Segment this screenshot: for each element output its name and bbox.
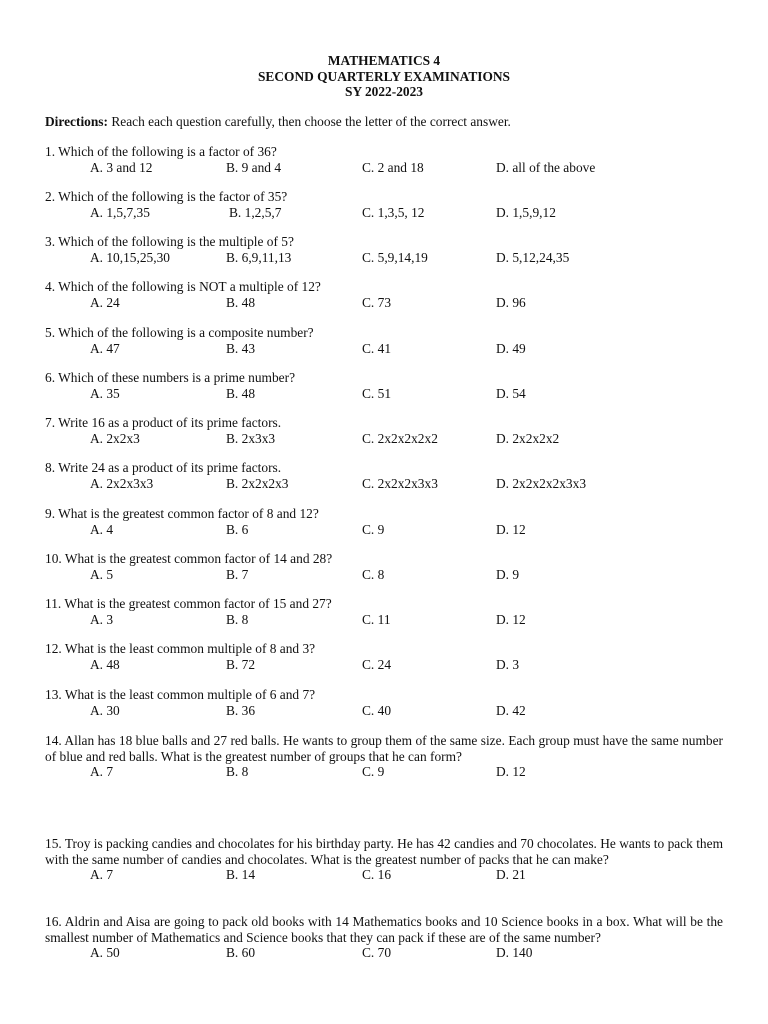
option-a: A. 7 [90, 867, 114, 883]
option-b: B. 6 [226, 521, 249, 537]
question-2 [45, 189, 723, 221]
option-a: A. 30 [90, 702, 120, 718]
option-b: B. 8 [226, 611, 249, 627]
option-b: B. 72 [226, 656, 256, 672]
question-stem: 13. What is the least common multiple of 6 and 7? [45, 687, 316, 702]
option-b: B. 9 and 4 [226, 159, 282, 175]
answer-options [45, 205, 723, 221]
option-c: C. 9 [362, 521, 385, 537]
option-d: D. 2x2x2x2x3x3 [496, 475, 587, 491]
option-b: B. 2x3x3 [226, 430, 276, 446]
option-d: D. 54 [496, 385, 526, 401]
question-stem: 15. Troy is packing candies and chocolates for his birthday party. He has 42 candies and 70 chocolates. He wants to pack them with the same number of candies and chocolates. What is the greatest number of packs that he can make? [45, 836, 723, 867]
option-c: C. 8 [362, 566, 385, 582]
option-d: D. 5,12,24,35 [496, 249, 570, 265]
option-a: A. 10,15,25,30 [90, 249, 170, 265]
option-a: A. 50 [90, 945, 120, 961]
exam-header [0, 53, 768, 100]
option-c: C. 5,9,14,19 [362, 249, 428, 265]
answer-options [45, 386, 723, 402]
question-1 [45, 144, 723, 176]
question-13 [45, 687, 723, 719]
option-b: B. 8 [226, 764, 249, 780]
answer-options [45, 703, 723, 719]
option-a: A. 47 [90, 340, 120, 356]
answer-options [45, 764, 723, 780]
option-c: C. 2 and 18 [362, 159, 424, 175]
question-7 [45, 415, 723, 447]
option-a: A. 3 and 12 [90, 159, 153, 175]
answer-options [45, 295, 723, 311]
option-a: A. 2x2x3x3 [90, 475, 154, 491]
question-stem: 14. Allan has 18 blue balls and 27 red balls. He wants to group them of the same size. Each group must have the same number of blue and red balls. What is the greatest number of groups that he can form? [45, 733, 723, 764]
question-8 [45, 460, 723, 492]
option-a: A. 24 [90, 294, 120, 310]
answer-options [45, 567, 723, 583]
answer-options [45, 431, 723, 447]
directions-text: Reach each question carefully, then choose the letter of the correct answer. [107, 114, 511, 129]
option-b: B. 60 [226, 945, 256, 961]
option-c: C. 24 [362, 656, 392, 672]
answer-options [45, 341, 723, 357]
option-c: C. 2x2x2x3x3 [362, 475, 438, 491]
option-b: B. 48 [226, 385, 256, 401]
subject-title: MATHEMATICS 4 [327, 53, 441, 68]
answer-options [45, 476, 723, 492]
option-d: D. 12 [496, 764, 526, 780]
option-c: C. 40 [362, 702, 392, 718]
option-d: D. 3 [496, 656, 520, 672]
option-d: D. 96 [496, 294, 526, 310]
question-stem: 11. What is the greatest common factor of 15 and 27? [45, 596, 332, 611]
question-6 [45, 370, 723, 402]
question-stem: 6. Which of these numbers is a prime number? [45, 370, 296, 385]
question-stem: 2. Which of the following is the factor of 35? [45, 189, 288, 204]
option-b: B. 1,2,5,7 [229, 204, 282, 220]
question-10 [45, 551, 723, 583]
question-14 [45, 733, 723, 780]
option-b: B. 2x2x2x3 [226, 475, 289, 491]
option-d: D. 1,5,9,12 [496, 204, 556, 220]
option-a: A. 2x2x3 [90, 430, 140, 446]
answer-options [45, 160, 723, 176]
option-c: C. 2x2x2x2x2 [362, 430, 438, 446]
option-d: D. 140 [496, 945, 533, 961]
question-stem: 7. Write 16 as a product of its prime factors. [45, 415, 282, 430]
option-d: D. 9 [496, 566, 520, 582]
question-stem: 10. What is the greatest common factor of 14 and 28? [45, 551, 333, 566]
question-stem: 5. Which of the following is a composite number? [45, 325, 314, 340]
option-d: D. 49 [496, 340, 526, 356]
option-d: D. 42 [496, 702, 526, 718]
question-stem: 12. What is the least common multiple of 8 and 3? [45, 641, 316, 656]
question-stem: 1. Which of the following is a factor of 36? [45, 144, 277, 159]
question-stem: 3. Which of the following is the multiple of 5? [45, 234, 294, 249]
option-d: D. 2x2x2x2 [496, 430, 560, 446]
question-12 [45, 641, 723, 673]
option-a: A. 7 [90, 764, 114, 780]
question-stem: 8. Write 24 as a product of its prime factors. [45, 460, 282, 475]
directions [45, 114, 511, 130]
question-4 [45, 279, 723, 311]
question-stem: 16. Aldrin and Aisa are going to pack old books with 14 Mathematics books and 10 Science books in a box. What will be the smallest number of Mathematics and Science books that they can pack if these are of the same number? [45, 914, 723, 945]
option-b: B. 7 [226, 566, 249, 582]
option-d: D. all of the above [496, 159, 596, 175]
answer-options [45, 945, 723, 961]
exam-title: SECOND QUARTERLY EXAMINATIONS [257, 68, 510, 84]
question-15 [45, 836, 723, 883]
option-c: C. 41 [362, 340, 392, 356]
directions-label: Directions: [45, 114, 108, 129]
option-c: C. 51 [362, 385, 392, 401]
question-stem: 9. What is the greatest common factor of 8 and 12? [45, 506, 319, 521]
question-stem: 4. Which of the following is NOT a multiple of 12? [45, 279, 321, 294]
option-c: C. 9 [362, 764, 385, 780]
option-a: A. 35 [90, 385, 120, 401]
question-16 [45, 914, 723, 961]
question-3 [45, 234, 723, 266]
option-c: C. 73 [362, 294, 392, 310]
option-c: C. 16 [362, 867, 392, 883]
option-a: A. 48 [90, 656, 120, 672]
option-c: C. 1,3,5, 12 [362, 204, 425, 220]
answer-options [45, 522, 723, 538]
question-11 [45, 596, 723, 628]
option-d: D. 12 [496, 611, 526, 627]
option-a: A. 1,5,7,35 [90, 204, 150, 220]
answer-options [45, 867, 723, 883]
school-year: SY 2022-2023 [345, 84, 423, 99]
option-c: C. 70 [362, 945, 392, 961]
option-b: B. 43 [226, 340, 256, 356]
option-b: B. 6,9,11,13 [226, 249, 292, 265]
answer-options [45, 612, 723, 628]
option-c: C. 11 [362, 611, 391, 627]
option-d: D. 21 [496, 867, 526, 883]
option-b: B. 36 [226, 702, 256, 718]
option-a: A. 3 [90, 611, 114, 627]
option-b: B. 48 [226, 294, 256, 310]
answer-options [45, 250, 723, 266]
answer-options [45, 657, 723, 673]
option-a: A. 4 [90, 521, 114, 537]
question-5 [45, 325, 723, 357]
option-a: A. 5 [90, 566, 114, 582]
question-9 [45, 506, 723, 538]
option-d: D. 12 [496, 521, 526, 537]
option-b: B. 14 [226, 867, 256, 883]
